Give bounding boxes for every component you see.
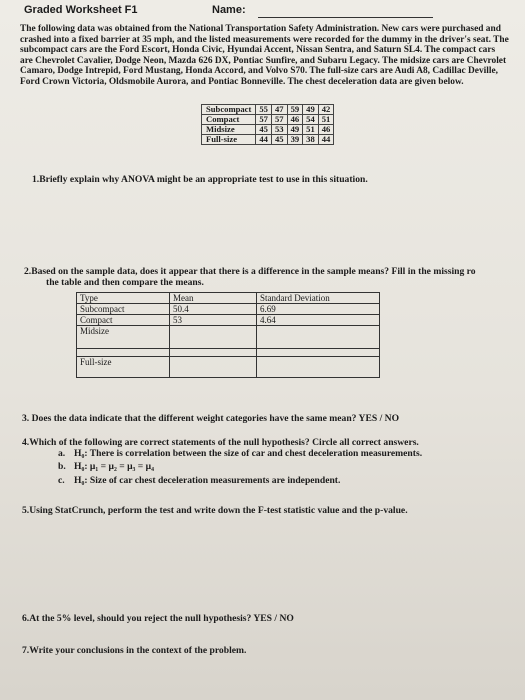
table-row — [202, 135, 334, 145]
data-cell: 59 — [287, 105, 303, 115]
option-letter: b. — [58, 461, 66, 472]
question-3: 3. Does the data indicate that the different weight categories have the same mean? YES / NO — [22, 413, 400, 424]
spacer-row — [77, 349, 380, 357]
data-cell: 39 — [287, 135, 303, 145]
means-table — [76, 292, 380, 378]
data-cell: 51 — [318, 115, 334, 125]
option-letter: c. — [58, 475, 65, 486]
mean-cell[interactable]: 53 — [170, 315, 257, 326]
answer-option-a[interactable] — [58, 448, 422, 459]
row-label: Midsize — [202, 125, 256, 135]
table-row — [77, 304, 380, 315]
question-1: 1.Briefly explain why ANOVA might be an appropriate test to use in this situation. — [32, 174, 368, 185]
table-row — [77, 357, 380, 378]
type-cell: Midsize — [77, 326, 170, 349]
data-cell: 49 — [287, 125, 303, 135]
column-header: Type — [77, 293, 170, 304]
data-cell: 54 — [303, 115, 319, 125]
data-cell: 38 — [303, 135, 319, 145]
type-cell: Compact — [77, 315, 170, 326]
type-cell: Subcompact — [77, 304, 170, 315]
data-cell: 45 — [256, 125, 272, 135]
name-label: Name: — [212, 4, 246, 16]
sd-cell[interactable] — [257, 326, 380, 349]
column-header: Mean — [170, 293, 257, 304]
data-cell: 44 — [256, 135, 272, 145]
deceleration-data-table — [201, 104, 334, 145]
option-text: H₀: There is correlation between the size of car and chest deceleration measurements. — [74, 448, 423, 459]
sd-cell[interactable]: 6.69 — [257, 304, 380, 315]
data-cell: 47 — [271, 105, 287, 115]
intro-paragraph: The following data was obtained from the National Transportation Safety Administration. New cars were purchased and crashed into a fixed barrier at 35 mph, and the listed measurements were recorded for the dummy in the driver's seat. The subcompact cars are the Ford Escort, Honda Civic, Hyundai Accent, Nissan Sentra, and Saturn SL4. The compact cars are Chevrolet Cavalier, Dodge Neon, Mazda 626 DX, Pontiac Sunfire, and Subaru Legacy. The midsize cars are Chevrolet Camaro, Dodge Intrepid, Ford Mustang, Honda Accord, and Volvo S70. The full-size cars are Audi A8, Cadillac Deville, Ford Crown Victoria, Oldsmobile Aurora, and Pontiac Bonneville. The chest deceleration data are given below. — [20, 24, 509, 87]
option-text: H₀: μ₁ = μ₂ = μ₃ = μ₄ — [74, 461, 154, 472]
row-label: Subcompact — [202, 105, 256, 115]
data-cell: 53 — [271, 125, 287, 135]
column-header: Standard Deviation — [257, 293, 380, 304]
data-cell: 46 — [318, 125, 334, 135]
question-4: 4.Which of the following are correct statements of the null hypothesis? Circle all correct answers. — [22, 437, 419, 448]
data-cell: 57 — [256, 115, 272, 125]
type-cell: Full-size — [77, 357, 170, 378]
data-cell: 55 — [256, 105, 272, 115]
table-header-row — [77, 293, 380, 304]
answer-option-c[interactable] — [58, 475, 340, 486]
row-label: Full-size — [202, 135, 256, 145]
table-row — [77, 315, 380, 326]
mean-cell[interactable] — [170, 357, 257, 378]
mean-cell[interactable] — [170, 326, 257, 349]
row-label: Compact — [202, 115, 256, 125]
data-cell: 44 — [318, 135, 334, 145]
name-blank-line — [258, 17, 433, 18]
table-row — [202, 125, 334, 135]
table-row — [202, 115, 334, 125]
table-row — [202, 105, 334, 115]
worksheet-title: Graded Worksheet F1 — [24, 4, 138, 16]
table-row — [77, 326, 380, 349]
sd-cell[interactable]: 4.64 — [257, 315, 380, 326]
data-cell: 46 — [287, 115, 303, 125]
sd-cell[interactable] — [257, 357, 380, 378]
option-letter: a. — [58, 448, 66, 459]
mean-cell[interactable]: 50.4 — [170, 304, 257, 315]
question-7: 7.Write your conclusions in the context of the problem. — [22, 645, 247, 656]
data-cell: 51 — [303, 125, 319, 135]
question-2: 2.Based on the sample data, does it appear that there is a difference in the sample means? Fill in the missing ro — [24, 266, 476, 277]
question-5: 5.Using StatCrunch, perform the test and write down the F-test statistic value and the p-value. — [22, 505, 408, 516]
question-2-continued: the table and then compare the means. — [46, 277, 204, 288]
option-text: H₀: Size of car chest deceleration measurements are independent. — [74, 475, 341, 486]
data-cell: 45 — [271, 135, 287, 145]
data-cell: 57 — [271, 115, 287, 125]
data-cell: 49 — [303, 105, 319, 115]
answer-option-b[interactable] — [58, 461, 154, 472]
data-cell: 42 — [318, 105, 334, 115]
question-6: 6.At the 5% level, should you reject the null hypothesis? YES / NO — [22, 613, 294, 624]
